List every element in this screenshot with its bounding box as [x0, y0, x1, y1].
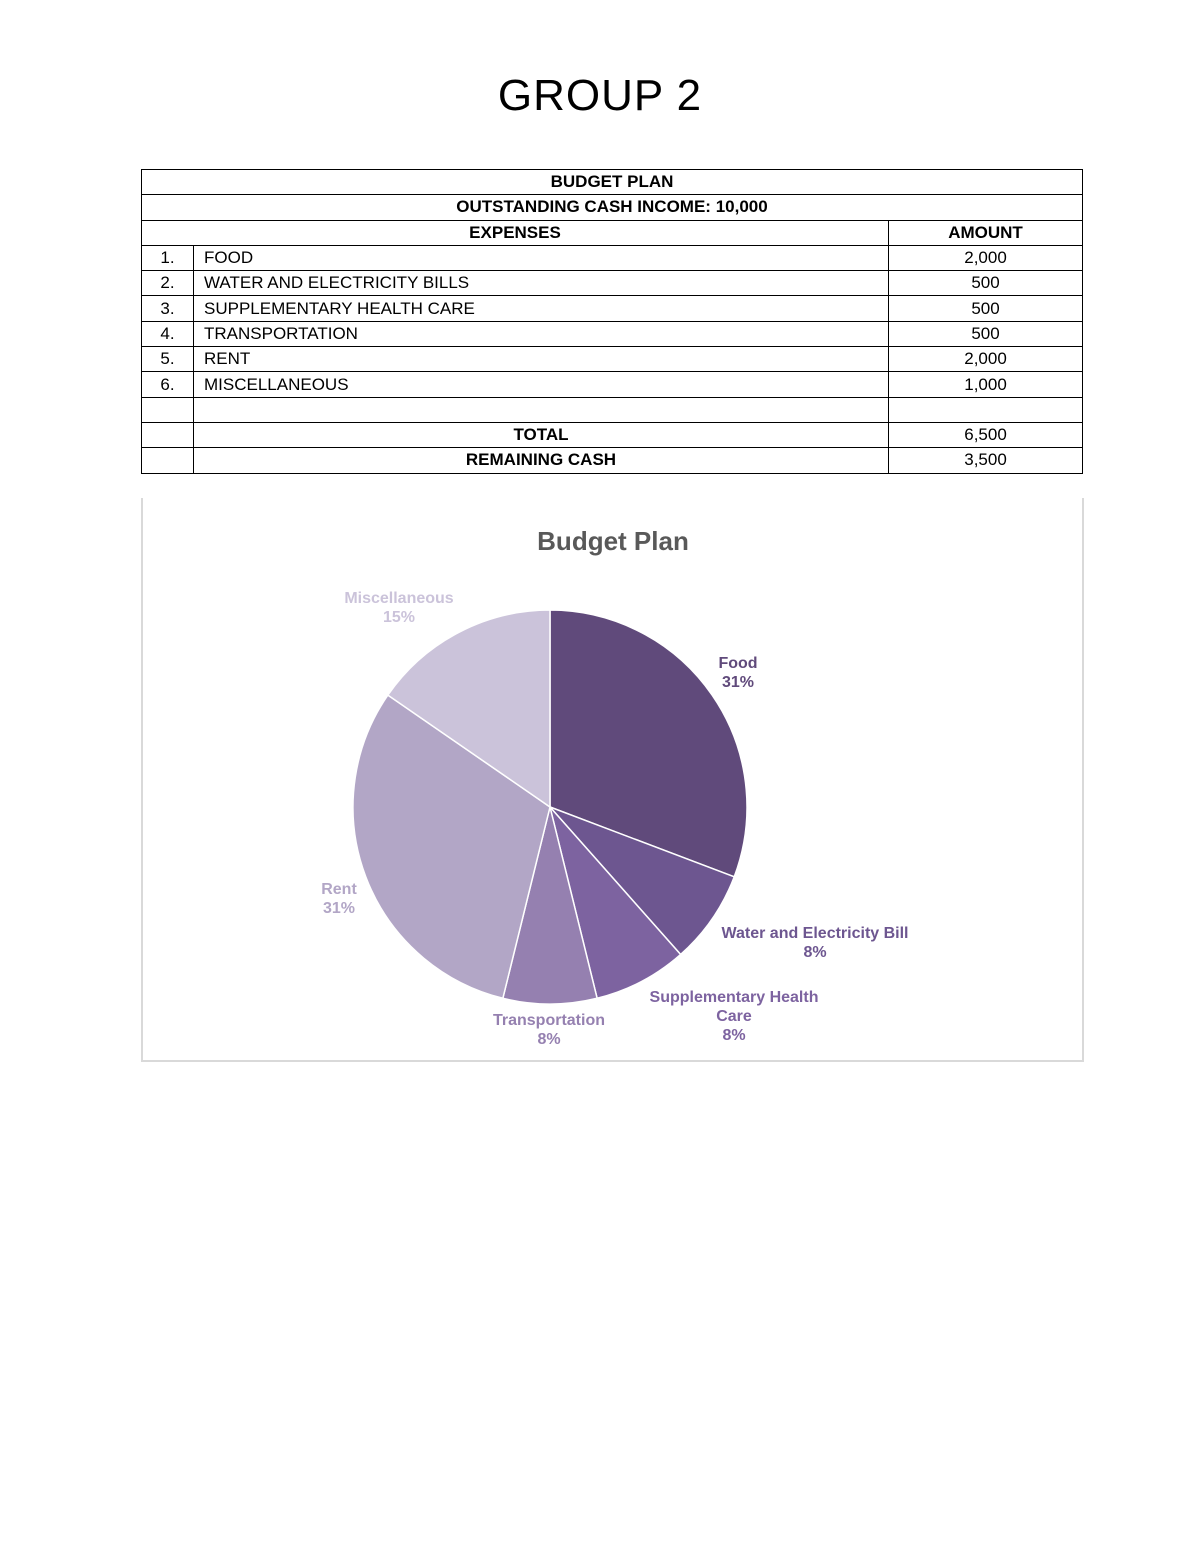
- income-line: OUTSTANDING CASH INCOME: 10,000: [142, 195, 1083, 220]
- data-label-line: 8%: [537, 1031, 561, 1048]
- expense-amount: 2,000: [889, 347, 1083, 372]
- expense-name: FOOD: [194, 245, 889, 270]
- empty-cell: [142, 448, 194, 473]
- data-label-line: 31%: [721, 674, 755, 691]
- amount-header: AMOUNT: [889, 220, 1083, 245]
- empty-cell: [194, 397, 889, 422]
- data-label-line: 15%: [382, 609, 416, 626]
- expense-amount: 2,000: [889, 245, 1083, 270]
- table-row: [142, 321, 1083, 346]
- table-row: [142, 372, 1083, 397]
- data-label-line: Supplementary Health: [649, 989, 819, 1006]
- data-label-miscellaneous: [344, 590, 453, 626]
- document-title: GROUP 2: [497, 71, 703, 120]
- row-number: 6.: [142, 372, 194, 397]
- chart-title: Budget Plan: [537, 526, 689, 556]
- row-number: 2.: [142, 271, 194, 296]
- budget-table: [141, 169, 1083, 474]
- income-row: [142, 195, 1083, 220]
- expense-amount: 1,000: [889, 372, 1083, 397]
- empty-cell: [889, 397, 1083, 422]
- pie-chart-svg: [143, 498, 1082, 1060]
- remaining-label: REMAINING CASH: [194, 448, 889, 473]
- row-number: 4.: [142, 321, 194, 346]
- empty-row: [142, 397, 1083, 422]
- data-label-health-care: [650, 989, 819, 1044]
- total-row: [142, 422, 1083, 447]
- data-label-line: 8%: [803, 944, 827, 961]
- column-header-row: [142, 220, 1083, 245]
- pie-chart: [141, 498, 1084, 1062]
- data-label-line: Miscellaneous: [344, 590, 454, 607]
- data-label-line: 31%: [322, 900, 356, 917]
- expense-name: RENT: [194, 347, 889, 372]
- table-heading: BUDGET PLAN: [142, 170, 1083, 195]
- expense-name: TRANSPORTATION: [194, 321, 889, 346]
- total-label: TOTAL: [194, 422, 889, 447]
- row-number: 1.: [142, 245, 194, 270]
- expense-amount: 500: [889, 321, 1083, 346]
- data-label-line: 8%: [722, 1027, 746, 1044]
- expenses-header: EXPENSES: [142, 220, 889, 245]
- data-label-water-electricity: [721, 925, 908, 961]
- expense-name: WATER AND ELECTRICITY BILLS: [194, 271, 889, 296]
- data-label-line: Food: [718, 655, 758, 672]
- data-label-food: [718, 655, 757, 691]
- data-label-line: Care: [716, 1008, 752, 1025]
- table-row: [142, 347, 1083, 372]
- total-value: 6,500: [889, 422, 1083, 447]
- remaining-row: [142, 448, 1083, 473]
- expense-amount: 500: [889, 296, 1083, 321]
- empty-cell: [142, 422, 194, 447]
- table-row: [142, 296, 1083, 321]
- expense-amount: 500: [889, 271, 1083, 296]
- data-label-line: Water and Electricity Bill: [721, 925, 909, 942]
- data-label-line: Transportation: [492, 1012, 606, 1029]
- expense-name: SUPPLEMENTARY HEALTH CARE: [194, 296, 889, 321]
- table-row: [142, 271, 1083, 296]
- data-label-transportation: [493, 1012, 605, 1048]
- row-number: 3.: [142, 296, 194, 321]
- table-row: [142, 245, 1083, 270]
- data-label-line: Rent: [321, 881, 357, 898]
- data-label-rent: [321, 881, 357, 917]
- remaining-value: 3,500: [889, 448, 1083, 473]
- row-number: 5.: [142, 347, 194, 372]
- expense-name: MISCELLANEOUS: [194, 372, 889, 397]
- empty-cell: [142, 397, 194, 422]
- table-heading-row: [142, 170, 1083, 195]
